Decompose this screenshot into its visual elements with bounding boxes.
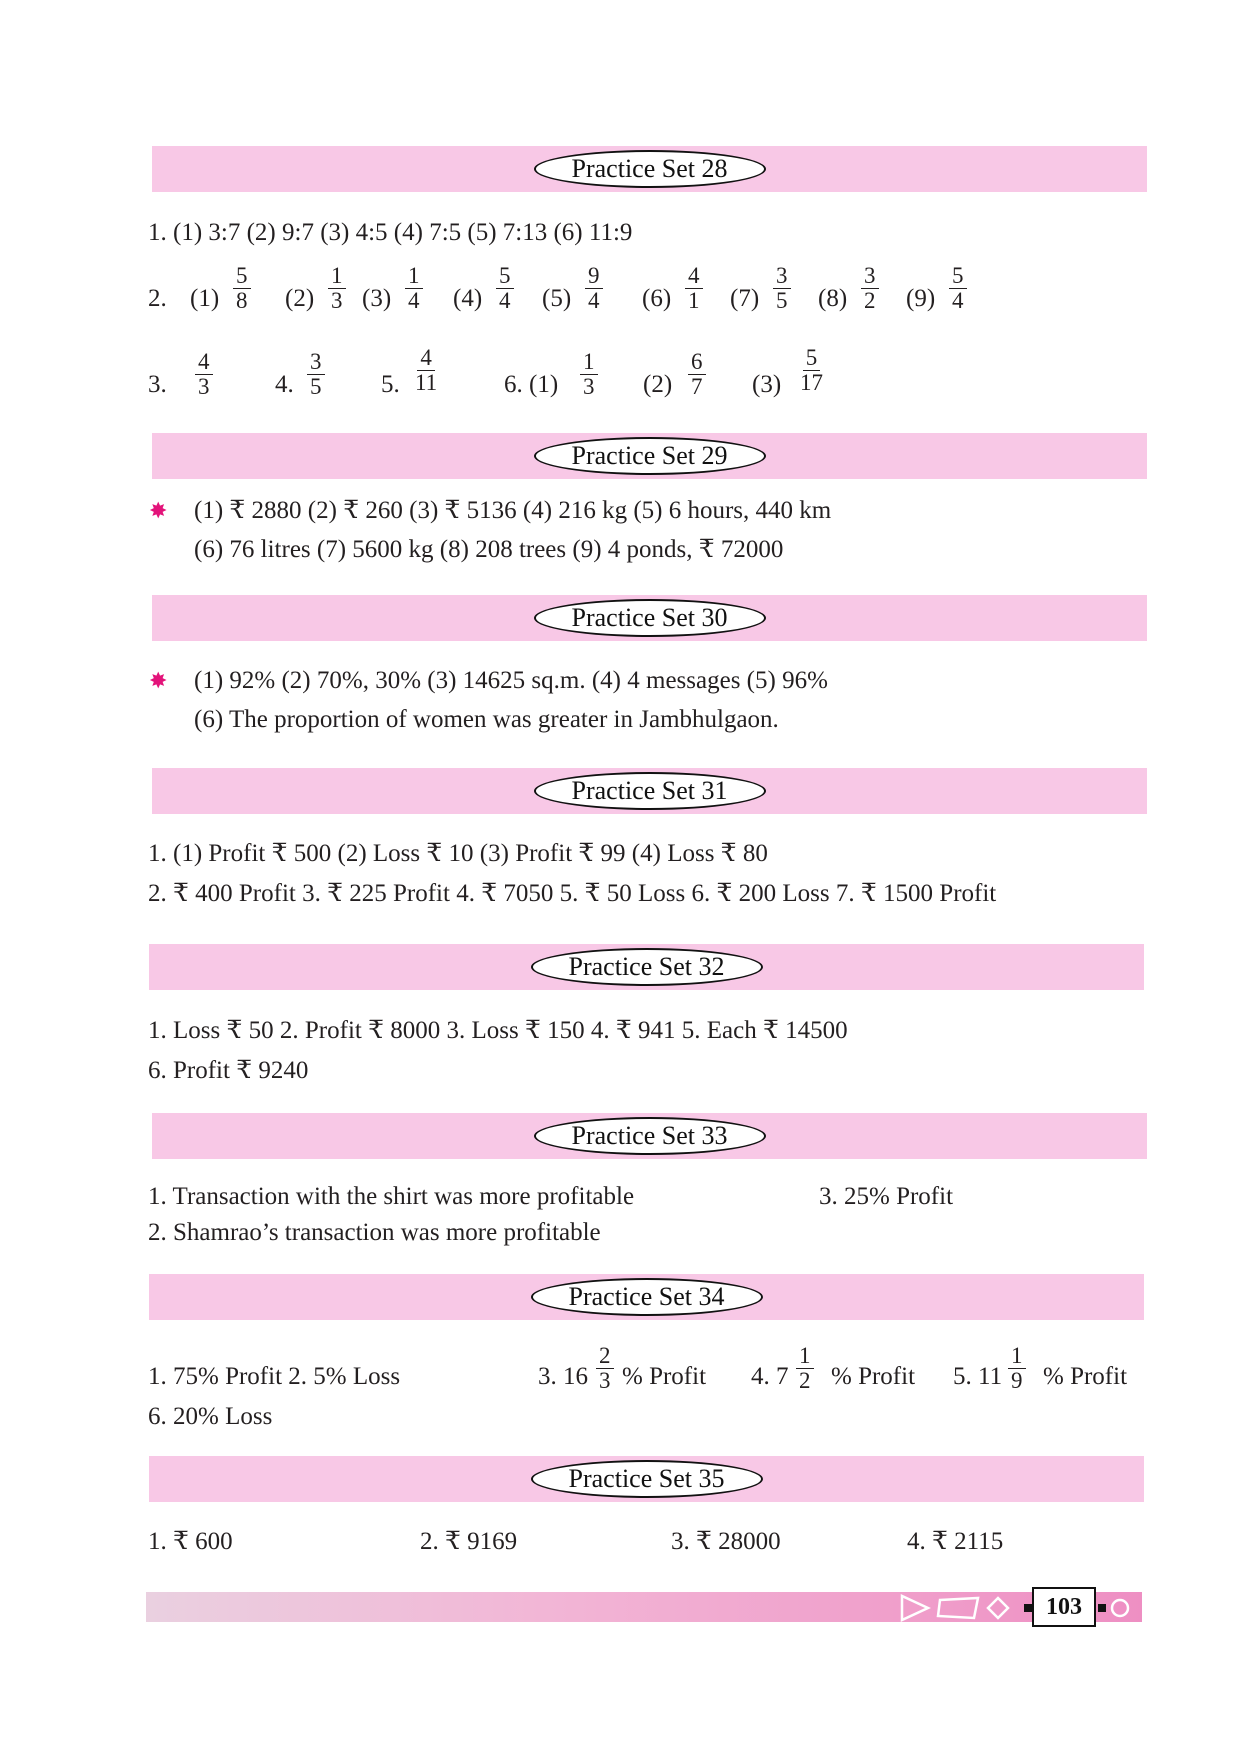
section-title: Practice Set 30 (534, 599, 766, 637)
section-header-35 (149, 1456, 1144, 1502)
fraction-label: (4) (453, 285, 483, 312)
bullet-icon: ✸ (149, 498, 168, 523)
section-header-31 (152, 768, 1147, 814)
answer-line: 3. 25% Profit (819, 1183, 954, 1210)
answer-part: 3. 16 (538, 1363, 588, 1390)
answer-line: 2. Shamrao’s transaction was more profitable (148, 1219, 601, 1246)
fraction-label: (9) (906, 285, 936, 312)
answer-part: % Profit (622, 1363, 707, 1390)
section-title: Practice Set 28 (534, 150, 766, 188)
fraction: $\frac{4}{1}$ (685, 264, 703, 313)
section-title: Practice Set 29 (534, 437, 766, 475)
page-number: 103 (1032, 1587, 1096, 1627)
answer-line: 1. ₹ 600 (148, 1528, 233, 1555)
section-header-29 (152, 433, 1147, 479)
fraction-label: (5) (542, 285, 572, 312)
fraction: $\frac{4}{3}$ (195, 350, 213, 399)
section-header-33 (152, 1113, 1147, 1159)
fraction: $\frac{5}{4}$ (496, 264, 514, 313)
answer-line: 3. ₹ 28000 (671, 1528, 781, 1555)
answer-line: 1. 75% Profit 2. 5% Loss (148, 1363, 401, 1390)
label: (2) (643, 371, 673, 398)
fraction-label: (3) (362, 285, 392, 312)
answer-part: 4. 7 (751, 1363, 789, 1390)
label: (3) (752, 371, 782, 398)
fraction: $\frac{1}{3}$ (580, 350, 598, 399)
fraction: $\frac{3}{2}$ (861, 264, 879, 313)
fraction: $\frac{6}{7}$ (688, 350, 706, 399)
answer-line: 1. Transaction with the shirt was more profitable (148, 1183, 635, 1210)
section-title: Practice Set 34 (531, 1278, 763, 1316)
section-title: Practice Set 31 (534, 772, 766, 810)
answer-line: 4. ₹ 2115 (907, 1528, 1004, 1555)
fraction-label: (6) (642, 285, 672, 312)
fraction: $\frac{4}{11}$ (415, 345, 438, 395)
answer-line: 2. ₹ 400 Profit 3. ₹ 225 Profit 4. ₹ 7050 5. ₹ 50 Loss 6. ₹ 200 Loss 7. ₹ 1500 Profit (148, 880, 997, 907)
fraction-label: (2) (285, 285, 315, 312)
fraction: $\frac{3}{5}$ (773, 264, 791, 313)
fraction-label: (1) (190, 285, 220, 312)
question-number: 3. (148, 371, 167, 398)
section-header-34 (149, 1274, 1144, 1320)
fraction: $\frac{1}{9}$ (1008, 1344, 1026, 1393)
answer-line: 6. Profit ₹ 9240 (148, 1057, 309, 1084)
question-number: 6. (1) (504, 371, 559, 398)
answer-line: (6) 76 litres (7) 5600 kg (8) 208 trees (9) 4 ponds, ₹ 72000 (194, 536, 784, 563)
fraction: $\frac{3}{5}$ (307, 350, 325, 399)
question-number: 4. (275, 371, 294, 398)
section-title: Practice Set 32 (531, 948, 763, 986)
fraction-label: (7) (730, 285, 760, 312)
section-header-28 (152, 146, 1147, 192)
answer-line: 1. (1) Profit ₹ 500 (2) Loss ₹ 10 (3) Profit ₹ 99 (4) Loss ₹ 80 (148, 840, 768, 867)
fraction: $\frac{5}{17}$ (800, 345, 823, 395)
answer-line: (1) 92% (2) 70%, 30% (3) 14625 sq.m. (4) 4 messages (5) 96% (194, 667, 828, 694)
fraction: $\frac{1}{3}$ (328, 264, 346, 313)
section-title: Practice Set 33 (534, 1117, 766, 1155)
section-header-32 (149, 944, 1144, 990)
answer-line: (1) ₹ 2880 (2) ₹ 260 (3) ₹ 5136 (4) 216 kg (5) 6 hours, 440 km (194, 497, 832, 524)
bullet-icon: ✸ (149, 668, 168, 693)
fraction: $\frac{5}{8}$ (233, 264, 251, 313)
fraction: $\frac{5}{4}$ (949, 264, 967, 313)
fraction: $\frac{1}{2}$ (796, 1344, 814, 1393)
fraction-label: (8) (818, 285, 848, 312)
section-title: Practice Set 35 (531, 1460, 763, 1498)
answer-line: 2. ₹ 9169 (420, 1528, 518, 1555)
answer-part: % Profit (831, 1363, 916, 1390)
answer-line: (6) The proportion of women was greater in Jambhulgaon. (194, 706, 779, 733)
answer-part: 5. 11 (953, 1363, 1003, 1390)
question-number: 2. (148, 285, 167, 312)
answer-line: 6. 20% Loss (148, 1403, 273, 1430)
fraction: $\frac{2}{3}$ (596, 1344, 614, 1393)
fraction: $\frac{9}{4}$ (585, 264, 603, 313)
decorative-shapes-icon (898, 1590, 1138, 1626)
fraction: $\frac{1}{4}$ (405, 264, 423, 313)
answer-line: 1. (1) 3:7 (2) 9:7 (3) 4:5 (4) 7:5 (5) 7:13 (6) 11:9 (148, 219, 633, 246)
question-number: 5. (381, 371, 400, 398)
answer-part: % Profit (1043, 1363, 1128, 1390)
answer-line: 1. Loss ₹ 50 2. Profit ₹ 8000 3. Loss ₹ 150 4. ₹ 941 5. Each ₹ 14500 (148, 1017, 848, 1044)
section-header-30 (152, 595, 1147, 641)
